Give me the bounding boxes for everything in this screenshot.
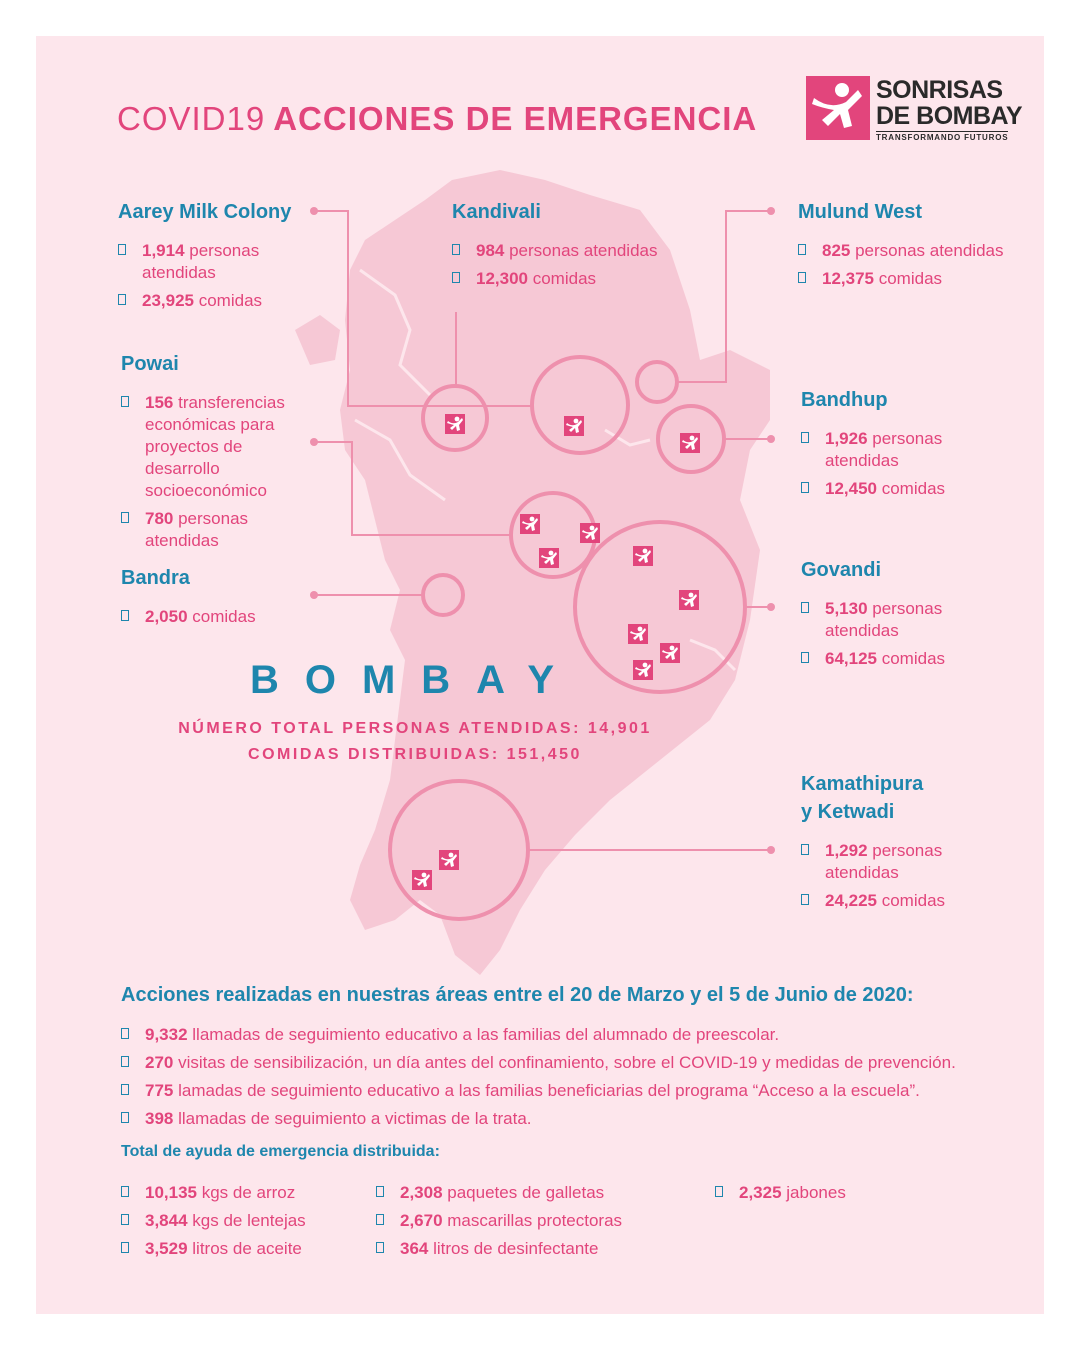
logo-tagline: TRANSFORMANDO FUTUROS [876, 133, 1009, 142]
smiling-figure-icon [445, 414, 465, 434]
bullet-icon [798, 244, 806, 255]
list-item: 3,844 kgs de lentejas [121, 1210, 306, 1232]
connector-dot [767, 207, 775, 215]
area-govandi [801, 556, 1001, 676]
bullet-icon [121, 1056, 129, 1067]
bullet-icon [376, 1242, 384, 1253]
area-kandivali [452, 198, 702, 296]
list-item: 12,300 comidas [452, 268, 702, 290]
list-item: 270 visitas de sensibilización, un día antes del confinamiento, sobre el COVID-19 y medidas de prevención. [121, 1052, 956, 1074]
area-kamathipura [801, 770, 1001, 918]
connector-dot [767, 846, 775, 854]
logo-line2: DE BOMBAY [876, 102, 1022, 130]
list-item: 364 litros de desinfectante [376, 1238, 622, 1260]
bullet-icon [376, 1214, 384, 1225]
smiling-figure-icon [580, 523, 600, 543]
smiling-figure-icon [564, 416, 584, 436]
smiling-figure-icon [633, 546, 653, 566]
smiling-figure-icon [412, 870, 432, 890]
city-name: BOMBAY [249, 658, 581, 702]
list-item: 2,308 paquetes de galletas [376, 1182, 622, 1204]
bullet-icon [452, 272, 460, 283]
island-north [295, 315, 340, 365]
list-item: 10,135 kgs de arroz [121, 1182, 306, 1204]
bullet-icon [715, 1186, 723, 1197]
area-name: Mulund West [798, 201, 923, 223]
bullet-icon [121, 1084, 129, 1095]
total-people: NÚMERO TOTAL PERSONAS ATENDIDAS: 14,901 [178, 720, 652, 737]
area-name: Bandhup [801, 389, 888, 411]
area-name: Kamathipura y Ketwadi [801, 773, 924, 823]
list-item: 398 llamadas de seguimiento a victimas de la trata. [121, 1108, 956, 1130]
list-item: 775 lamadas de seguimiento educativo a las familias beneficiarias del programa “Acceso a la escuela”. [121, 1080, 956, 1102]
area-powai [121, 350, 301, 558]
list-item: 2,050 comidas [121, 606, 321, 628]
bullet-icon [801, 432, 809, 443]
bullet-icon [376, 1186, 384, 1197]
area-bandhup [801, 386, 1001, 506]
smiling-figure-icon [439, 850, 459, 870]
area-mulund [798, 198, 1038, 296]
connector-dot [767, 603, 775, 611]
area-name: Powai [121, 353, 179, 375]
connector-dot [310, 438, 318, 446]
bullet-icon [801, 652, 809, 663]
bullet-icon [121, 1112, 129, 1123]
sonrisas-logo [806, 76, 1022, 142]
list-item: 5,130 personas atendidas [801, 598, 1001, 642]
aid-col3 [715, 1182, 846, 1210]
connector-dot [767, 435, 775, 443]
bullet-icon [121, 610, 129, 621]
list-item: 24,225 comidas [801, 890, 1001, 912]
bullet-icon [121, 1214, 129, 1225]
list-item: 3,529 litros de aceite [121, 1238, 306, 1260]
bullet-icon [801, 894, 809, 905]
list-item: 2,670 mascarillas protectoras [376, 1210, 622, 1232]
smiling-figure-icon [679, 590, 699, 610]
smiling-figure-icon [660, 643, 680, 663]
bullet-icon [121, 512, 129, 523]
total-meals: COMIDAS DISTRIBUIDAS: 151,450 [248, 746, 582, 763]
list-item: 156 transferencias económicas para proyectos de desarrollo socioeconómico [121, 392, 301, 502]
list-item: 780 personas atendidas [121, 508, 301, 552]
list-item: 2,325 jabones [715, 1182, 846, 1204]
area-aarey [118, 198, 318, 318]
bullet-icon [801, 844, 809, 855]
bullet-icon [798, 272, 806, 283]
title-light: COVID19 [117, 100, 266, 137]
area-name: Bandra [121, 567, 190, 589]
bullet-icon [121, 1186, 129, 1197]
list-item: 1,292 personas atendidas [801, 840, 1001, 884]
list-item: 984 personas atendidas [452, 240, 702, 262]
aid-col2 [376, 1182, 622, 1266]
area-name: Kandivali [452, 201, 541, 223]
list-item: 9,332 llamadas de seguimiento educativo a las familias del alumnado de preescolar. [121, 1024, 956, 1046]
list-item: 1,926 personas atendidas [801, 428, 1001, 472]
actions-list [121, 1024, 956, 1136]
aid-heading: Total de ayuda de emergencia distribuida: [121, 1143, 440, 1160]
smiling-figure-icon [520, 514, 540, 534]
title-bold: ACCIONES DE EMERGENCIA [273, 100, 758, 137]
list-item: 64,125 comidas [801, 648, 1001, 670]
list-item: 12,450 comidas [801, 478, 1001, 500]
list-item: 1,914 personas atendidas [118, 240, 318, 284]
smiling-figure-icon [680, 433, 700, 453]
area-name: Govandi [801, 559, 882, 581]
bullet-icon [121, 1242, 129, 1253]
bullet-icon [801, 602, 809, 613]
smiling-figure-icon [806, 76, 870, 140]
bullet-icon [452, 244, 460, 255]
area-name: Aarey Milk Colony [118, 201, 292, 223]
city-totals [120, 716, 710, 768]
smiling-figure-icon [539, 548, 559, 568]
bullet-icon [118, 244, 126, 255]
page-title [117, 100, 757, 138]
list-item: 23,925 comidas [118, 290, 318, 312]
logo-line1: SONRISAS [876, 76, 1003, 104]
bullet-icon [801, 482, 809, 493]
list-item: 825 personas atendidas [798, 240, 1038, 262]
aid-col1 [121, 1182, 306, 1266]
list-item: 12,375 comidas [798, 268, 1038, 290]
bullet-icon [118, 294, 126, 305]
bullet-icon [121, 1028, 129, 1039]
actions-heading: Acciones realizadas en nuestras áreas entre el 20 de Marzo y el 5 de Junio de 2020: [121, 984, 914, 1006]
smiling-figure-icon [628, 624, 648, 644]
bullet-icon [121, 396, 129, 407]
area-bandra [121, 564, 321, 634]
